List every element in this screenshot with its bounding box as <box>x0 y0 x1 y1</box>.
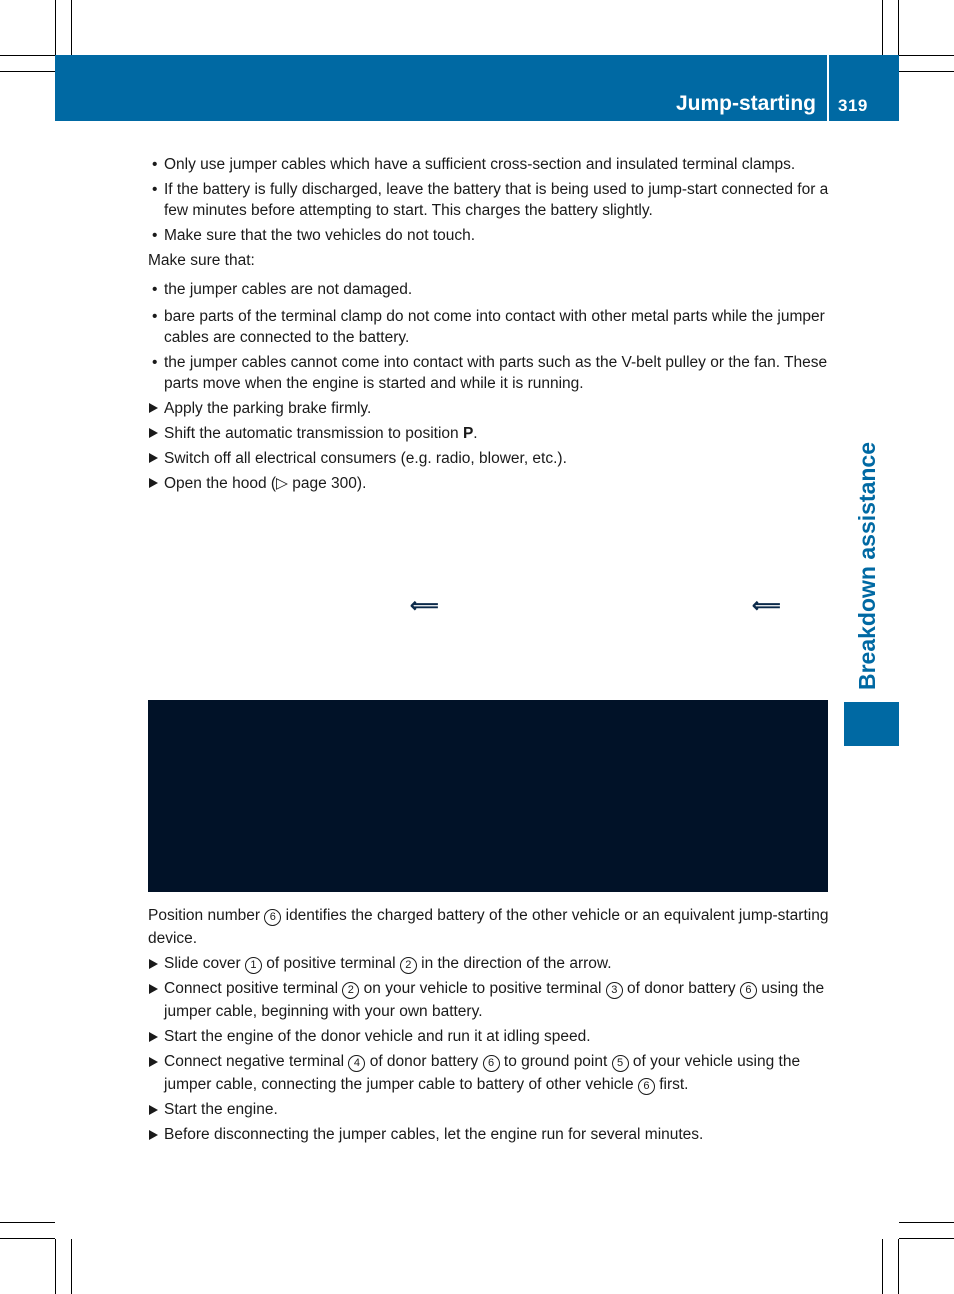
bullet-icon: • <box>152 227 158 244</box>
text: to ground point <box>499 1053 612 1070</box>
bullet-item <box>148 225 832 246</box>
bullet-item <box>148 179 832 221</box>
step-arrow-icon <box>149 1130 158 1140</box>
instruction-step <box>148 423 832 444</box>
position-number-badge: 1 <box>245 957 262 974</box>
step-arrow-icon <box>149 478 158 488</box>
crop-mark <box>898 0 899 55</box>
position-number-badge: 6 <box>483 1055 500 1072</box>
text: first. <box>654 1076 689 1093</box>
item-text: If the battery is fully discharged, leave the battery that is being used to jump-start connected for a few minutes before attempting to start. This charges the battery slightly. <box>164 181 829 219</box>
item-text: bare parts of the terminal clamp do not come into contact with other metal parts while the jumper cables are connected to the battery. <box>164 308 825 346</box>
item-text: Only use jumper cables which have a sufficient cross-section and insulated terminal clamps. <box>164 156 796 173</box>
instruction-step <box>148 952 832 975</box>
item-text: the jumper cables cannot come into contact with parts such as the V-belt pulley or the fan. These parts move when the engine is started and while it is running. <box>164 354 828 392</box>
text: Position number <box>148 907 265 924</box>
bullet-icon: • <box>152 308 158 325</box>
bullet-icon: • <box>152 281 158 298</box>
left-arrow-icon: ⟸ <box>410 595 439 617</box>
crop-mark <box>899 55 954 56</box>
content-bottom <box>148 904 832 1148</box>
text: of your vehicle using the jumper cable, connecting the jumper cable to battery of other vehicle <box>164 1053 801 1093</box>
paragraph <box>148 250 832 271</box>
item-text: Apply the parking brake firmly. <box>164 400 372 417</box>
instruction-step <box>148 1098 832 1121</box>
crop-mark <box>882 0 883 55</box>
text: in the direction of the arrow. <box>416 955 612 972</box>
crop-mark <box>899 1238 954 1239</box>
instruction-step <box>148 448 832 469</box>
crop-mark <box>899 1222 954 1223</box>
crop-mark <box>882 1239 883 1294</box>
position-number-badge: 6 <box>638 1078 655 1095</box>
step-arrow-icon <box>149 959 158 969</box>
crop-mark <box>0 55 55 56</box>
text: Before disconnecting the jumper cables, let the engine run for several minutes. <box>164 1126 704 1143</box>
text: using the jumper cable, beginning with your own battery. <box>164 980 825 1020</box>
crop-mark <box>899 71 954 72</box>
text: Connect negative terminal <box>164 1053 349 1070</box>
crop-mark <box>0 1222 55 1223</box>
item-text: Make sure that the two vehicles do not touch. <box>164 227 476 244</box>
text: of donor battery <box>365 1053 483 1070</box>
bullet-icon: • <box>152 181 158 198</box>
position-number-badge: 6 <box>264 909 281 926</box>
text: Slide cover <box>164 955 245 972</box>
crop-mark <box>0 1238 55 1239</box>
text: on your vehicle to positive terminal <box>359 980 606 997</box>
crop-mark <box>0 71 55 72</box>
step-arrow-icon <box>149 428 158 438</box>
crop-mark <box>55 0 56 55</box>
instruction-step <box>148 1025 832 1048</box>
illustration-upper <box>148 560 828 700</box>
step-arrow-icon <box>149 1032 158 1042</box>
text: Connect positive terminal <box>164 980 343 997</box>
instruction-step <box>148 1123 832 1146</box>
crop-mark <box>71 0 72 55</box>
crop-mark <box>55 1239 56 1294</box>
position-number-badge: 2 <box>400 957 417 974</box>
instruction-step <box>148 977 832 1023</box>
section-title: Jump-starting <box>675 92 816 115</box>
step-text <box>164 425 478 442</box>
content-top <box>148 154 832 498</box>
text: identifies the charged battery of the other vehicle or an equivalent jump-starting device. <box>148 907 829 947</box>
text: . <box>473 425 478 442</box>
text: of positive terminal <box>261 955 400 972</box>
step-arrow-icon <box>149 403 158 413</box>
item-text: Make sure that: <box>148 252 255 269</box>
bullet-icon: • <box>152 156 158 173</box>
step-arrow-icon <box>149 984 158 994</box>
text: Start the engine of the donor vehicle and run it at idling speed. <box>164 1028 591 1045</box>
bullet-icon: • <box>152 354 158 371</box>
position-letter: P <box>462 425 474 442</box>
bullet-item <box>148 306 832 348</box>
left-arrow-icon: ⟸ <box>752 595 781 617</box>
bullet-item <box>148 154 832 175</box>
instruction-step <box>148 1050 832 1096</box>
side-tab-label: Breakdown assistance <box>854 441 880 690</box>
instruction-step <box>148 398 832 419</box>
page-number: 319 <box>838 96 868 115</box>
header-divider <box>827 55 829 121</box>
side-tab-marker <box>844 702 899 746</box>
item-text: Switch off all electrical consumers (e.g. radio, blower, etc.). <box>164 450 567 467</box>
bullet-item <box>148 352 832 394</box>
instruction-step <box>148 473 832 494</box>
item-text: Open the hood (▷ page 300). <box>164 475 367 492</box>
position-number-badge: 5 <box>612 1055 629 1072</box>
position-number-badge: 3 <box>606 982 623 999</box>
paragraph <box>148 904 832 950</box>
bullet-item <box>148 279 832 300</box>
position-number-badge: 2 <box>342 982 359 999</box>
text: of donor battery <box>622 980 740 997</box>
text: Shift the automatic transmission to position <box>164 425 463 442</box>
position-number-badge: 6 <box>740 982 757 999</box>
position-number-badge: 4 <box>348 1055 365 1072</box>
text: Start the engine. <box>164 1101 278 1118</box>
crop-mark <box>898 1239 899 1294</box>
step-arrow-icon <box>149 1057 158 1067</box>
item-text: the jumper cables are not damaged. <box>164 281 413 298</box>
step-arrow-icon <box>149 1105 158 1115</box>
battery-illustration <box>148 700 828 892</box>
step-arrow-icon <box>149 453 158 463</box>
crop-mark <box>71 1239 72 1294</box>
